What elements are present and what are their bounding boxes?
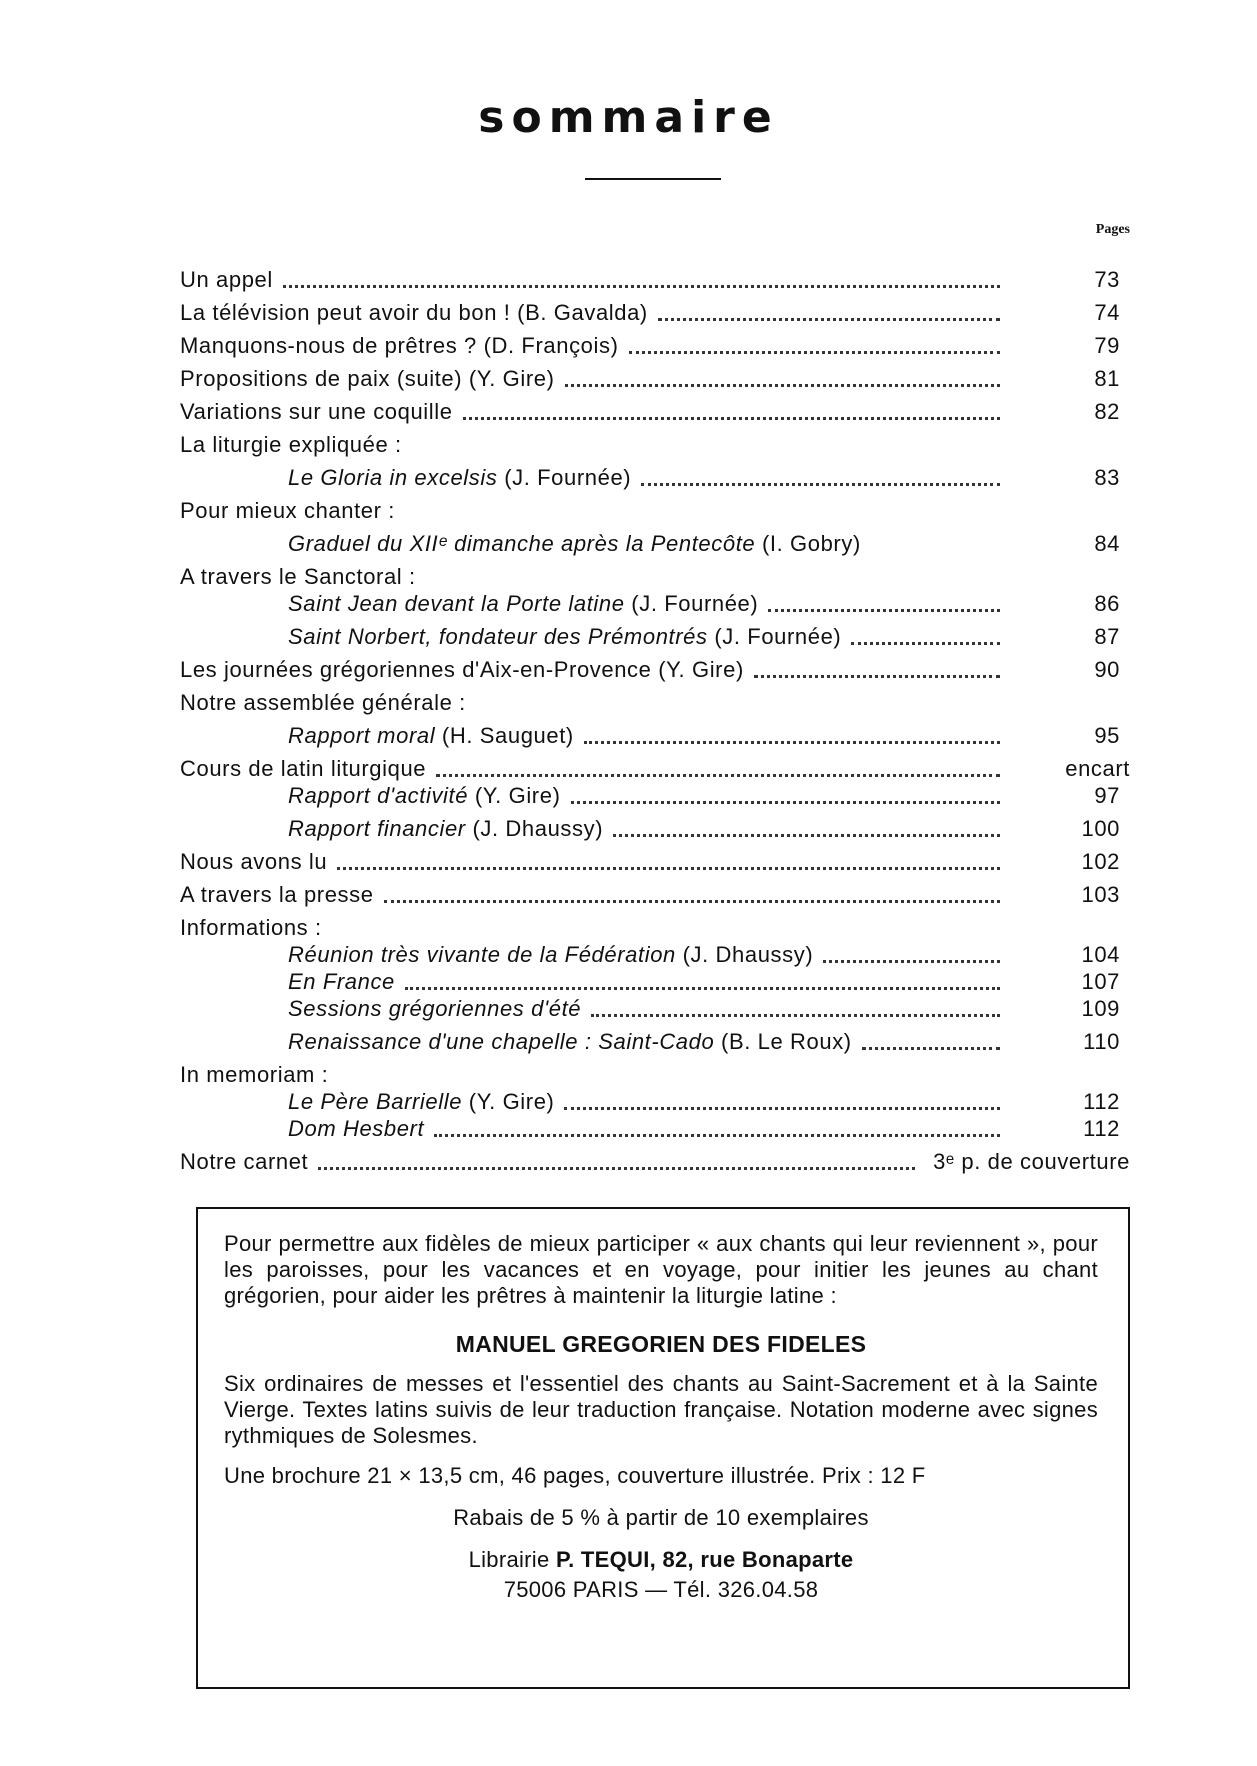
toc-entry-author: (H. Sauguet) [441,723,574,748]
toc-entry-page: 109 [1081,996,1120,1021]
toc-entry-page: 112 [1083,1116,1120,1141]
toc-entry-page: 83 [1094,465,1120,490]
toc-dot-leader [768,609,1000,612]
toc-entry [180,1116,1130,1146]
toc-entry-author: (Y. Gire) [468,1089,555,1114]
toc-dot-leader [613,834,1000,837]
ad-brochure-details: Une brochure 21 × 13,5 cm, 46 pages, couverture illustrée. Prix : 12 F [224,1463,926,1488]
toc-dot-leader [851,642,1000,645]
toc-entry [180,654,1130,687]
toc-dot-leader [754,675,1000,678]
toc-entry-title: Variations sur une coquille [180,399,453,424]
ad-publisher-prefix: Librairie [468,1547,556,1572]
toc-entry-title [288,783,561,809]
toc-entry-title: Notre assemblée générale : [180,690,466,715]
advertisement-box [196,1207,1130,1689]
toc-entry-italic-title: Dom Hesbert [288,1116,425,1141]
toc-entry-title: Cours de latin liturgique [180,756,427,781]
toc-dot-leader [436,774,1000,777]
toc-entry-italic-title: Saint Jean devant la Porte latine [288,591,625,616]
toc-entry-page: 107 [1081,969,1120,994]
toc-entry-italic-title: Rapport moral [288,723,436,748]
toc-entry-italic-title: Renaissance d'une chapelle : Saint-Cado [288,1029,715,1054]
toc-entry-page: 110 [1083,1029,1120,1054]
toc-entry [180,1146,1130,1179]
toc-entry-title [288,1029,852,1055]
toc-entry [180,330,1130,363]
toc-entry-page: encart [1065,756,1130,781]
toc-entry-author: (Y. Gire) [474,783,561,808]
toc-entry [180,969,1130,999]
title-divider [585,178,721,180]
toc-dot-leader [318,1167,915,1170]
toc-entry-page: 103 [1081,882,1120,907]
toc-entry-page: 74 [1094,300,1120,325]
toc-entry-title [288,816,603,842]
toc-entry-author: (J. Fournée) [504,465,632,490]
toc-entry [180,879,1130,912]
toc-entry [180,720,1130,753]
toc-entry-title: Notre carnet [180,1149,309,1174]
ad-address: 75006 PARIS — Tél. 326.04.58 [503,1577,819,1602]
ad-description: Six ordinaires de messes et l'essentiel des chants au Saint-Sacrement et à la Sainte Vierge. Textes latins suivis de leur traduction française. Notation moderne avec signes rythmiques de Solesmes. [224,1371,1098,1448]
toc-entry-page: 87 [1094,624,1120,649]
toc-entry [180,621,1130,654]
toc-dot-leader [434,1134,1000,1137]
toc-entry [180,1026,1130,1059]
toc-entry [180,942,1130,972]
toc-entry-italic-title: Le Gloria in excelsis [288,465,498,490]
toc-dot-leader [571,801,1001,804]
toc-entry-title [288,531,861,557]
toc-section [180,687,1130,720]
toc-entry-title [288,624,841,650]
toc-dot-leader [823,960,1000,963]
toc-entry-title: In memoriam : [180,1062,329,1087]
toc-entry-title: A travers la presse [180,882,374,907]
toc-entry-italic-title: Le Père Barrielle [288,1089,463,1114]
toc-dot-leader [641,483,1000,486]
toc-dot-leader [862,1047,1000,1050]
ad-intro: Pour permettre aux fidèles de mieux participer « aux chants qui leur reviennent », pour les paroisses, pour les vacances et en voyage, pour initier les jeunes au chant grégorien, pour aider les prêtres à maintenir la liturgie latine : [224,1231,1098,1308]
toc-entry-page: 82 [1094,399,1120,424]
toc-entry-italic-title: Graduel du XIIᵉ dimanche après la Pentecôte [288,531,756,556]
toc-entry-title: La liturgie expliquée : [180,432,402,457]
toc-entry-page: 97 [1094,783,1120,808]
toc-dot-leader [283,285,1000,288]
toc-entry [180,528,1130,561]
toc-entry [180,753,1130,786]
toc-entry-page: 102 [1081,849,1120,874]
toc-entry-title: Informations : [180,915,322,940]
toc-entry-page: 90 [1094,657,1120,682]
toc-dot-leader [337,867,1000,870]
toc-entry-author: (J. Fournée) [631,591,759,616]
toc-entry-title: A travers le Sanctoral : [180,564,416,589]
toc-section [180,1059,1130,1092]
toc-entry-author: (J. Fournée) [714,624,842,649]
toc-entry-italic-title: Saint Norbert, fondateur des Prémontrés [288,624,708,649]
toc-entry-italic-title: Sessions grégoriennes d'été [288,996,582,1021]
toc-entry-page: 84 [1094,531,1120,556]
toc-entry-page: 3ᵉ p. de couverture [933,1149,1130,1174]
toc-entry-author: (J. Dhaussy) [682,942,814,967]
toc-dot-leader [658,318,1000,321]
toc-entry [180,813,1130,846]
ad-discount: Rabais de 5 % à partir de 10 exemplaires [453,1505,869,1530]
toc-entry-page: 79 [1094,333,1120,358]
toc-entry-title [288,465,631,491]
toc-entry-author: (J. Dhaussy) [472,816,604,841]
toc-dot-leader [405,987,1000,990]
toc-entry [180,783,1130,813]
toc-entry-title: Manquons-nous de prêtres ? (D. François) [180,333,619,358]
ad-publisher-name: P. TEQUI, 82, rue Bonaparte [555,1547,854,1572]
toc-entry-page: 86 [1094,591,1120,616]
toc-entry-title: Les journées grégoriennes d'Aix-en-Provence (Y. Gire) [180,657,744,682]
toc-dot-leader [584,741,1000,744]
toc-entry-page: 104 [1081,942,1120,967]
toc-section [180,561,1130,594]
page-title: sommaire [478,92,779,143]
toc-entry-page: 112 [1083,1089,1120,1114]
toc-dot-leader [384,900,1000,903]
toc-section [180,495,1130,528]
toc-entry-title: La télévision peut avoir du bon ! (B. Gavalda) [180,300,648,325]
toc-entry-author: (B. Le Roux) [721,1029,852,1054]
toc-entry-title [288,591,758,617]
toc-entry [180,591,1130,621]
toc-entry [180,846,1130,879]
toc-entry [180,396,1130,429]
toc-dot-leader [564,1107,1000,1110]
toc-entry [180,1089,1130,1119]
toc-entry-title: Pour mieux chanter : [180,498,395,523]
toc-entry-page: 73 [1094,267,1120,292]
toc-entry-italic-title: Rapport financier [288,816,466,841]
toc-entry-page: 95 [1094,723,1120,748]
toc-entry [180,462,1130,495]
toc-entry-italic-title: Rapport d'activité [288,783,469,808]
toc-entry-page: 100 [1081,816,1120,841]
toc-entry-title [288,942,813,968]
toc-dot-leader [591,1014,1000,1017]
toc-entry-author: (I. Gobry) [761,531,861,556]
toc-dot-leader [463,417,1000,420]
toc-entry-title [288,969,395,995]
table-of-contents [180,264,1130,1179]
toc-entry-title [288,723,574,749]
toc-entry-page: 81 [1094,366,1120,391]
toc-entry [180,297,1130,330]
pages-column-header: Pages [1095,222,1130,237]
toc-entry-title [288,1089,554,1115]
toc-entry-title [288,996,581,1022]
ad-heading: MANUEL GREGORIEN DES FIDELES [455,1331,867,1357]
toc-entry [180,996,1130,1026]
toc-dot-leader [629,351,1000,354]
toc-entry-title: Propositions de paix (suite) (Y. Gire) [180,366,555,391]
toc-section [180,429,1130,462]
toc-entry-title: Un appel [180,267,273,292]
toc-section [180,912,1130,945]
toc-entry-title [288,1116,424,1142]
toc-dot-leader [565,384,1000,387]
toc-entry-italic-title: En France [288,969,395,994]
toc-entry-italic-title: Réunion très vivante de la Fédération [288,942,676,967]
toc-entry [180,363,1130,396]
ad-publisher [224,1547,1098,1573]
toc-entry [180,264,1130,297]
toc-entry-title: Nous avons lu [180,849,328,874]
